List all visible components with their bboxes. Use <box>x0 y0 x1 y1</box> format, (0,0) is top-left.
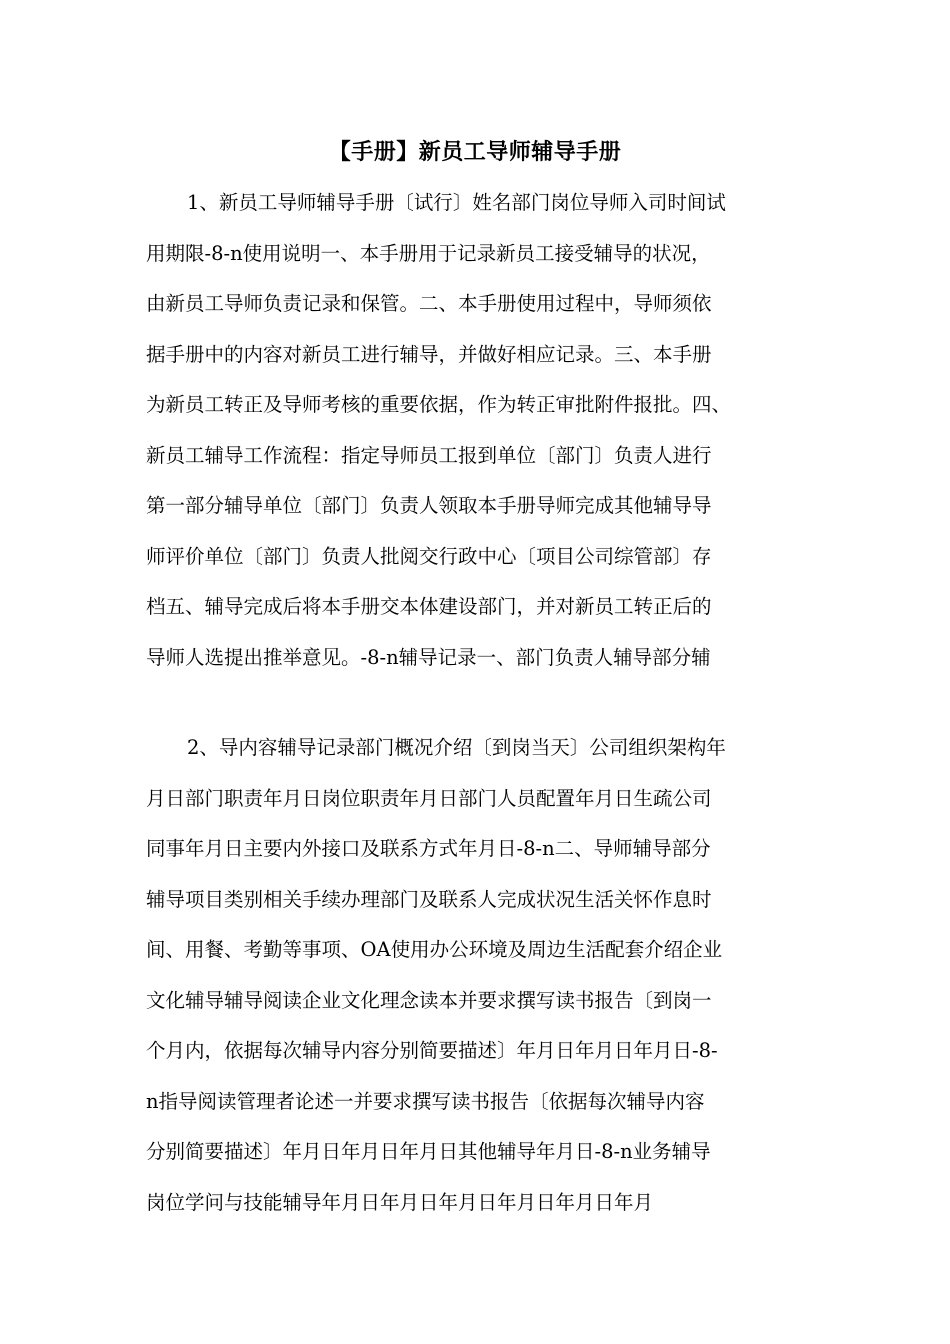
text-line: 辅导项目类别相关手续办理部门及联系人完成状况生活关怀作息时 <box>146 887 712 911</box>
paragraph-1 <box>146 178 806 683</box>
text-line: 个月内，依据每次辅导内容分别简要描述〕年月日年月日年月日-8- <box>146 1039 718 1062</box>
text-line: 用期限-8-n使用说明一、本手册用于记录新员工接受辅导的状况， <box>146 241 711 265</box>
text-line: 师评价单位〔部门〕负责人批阅交行政中心〔项目公司综管部〕存 <box>146 544 712 568</box>
text-line: 同事年月日主要内外接口及联系方式年月日-8-n二、导师辅导部分 <box>146 837 711 860</box>
text-line: 2、导内容辅导记录部门概况介绍〔到岗当天〕公司组织架构年 <box>187 736 726 759</box>
text-line: 为新员工转正及导师考核的重要依据，作为转正审批附件报批。四、 <box>146 393 732 416</box>
text-line: 分别简要描述〕年月日年月日年月日其他辅导年月日-8-n业务辅导 <box>146 1140 711 1163</box>
text-line: 岗位学问与技能辅导年月日年月日年月日年月日年月日年月 <box>146 1190 654 1214</box>
text-line: 由新员工导师负责记录和保管。二、本手册使用过程中，导师须依 <box>146 292 712 315</box>
text-line: 新员工辅导工作流程：指定导师员工报到单位〔部门〕负责人进行 <box>146 443 712 467</box>
text-line: 导师人选提出推举意见。-8-n辅导记录一、部门负责人辅导部分辅 <box>146 645 711 669</box>
text-line: 文化辅导辅导阅读企业文化理念读本并要求撰写读书报告〔到岗一 <box>146 988 712 1012</box>
text-line: n指导阅读管理者论述一并要求撰写读书报告〔依据每次辅导内容 <box>146 1089 705 1113</box>
document-title: 【手册】新员工导师辅导手册 <box>328 139 622 165</box>
text-line: 档五、辅导完成后将本手册交本体建设部门，并对新员工转正后的 <box>146 595 712 618</box>
text-line: 月日部门职责年月日岗位职责年月日部门人员配置年月日生疏公司 <box>146 786 712 810</box>
text-line: 第一部分辅导单位〔部门〕负责人领取本手册导师完成其他辅导导 <box>146 494 712 517</box>
paragraph-2 <box>146 723 806 1228</box>
text-line: 据手册中的内容对新员工进行辅导，并做好相应记录。三、本手册 <box>146 342 712 366</box>
text-line: 间、用餐、考勤等事项、OA使用办公环境及周边生活配套介绍企业 <box>146 938 723 961</box>
text-line: 1、新员工导师辅导手册〔试行〕姓名部门岗位导师入司时间试 <box>187 191 726 214</box>
